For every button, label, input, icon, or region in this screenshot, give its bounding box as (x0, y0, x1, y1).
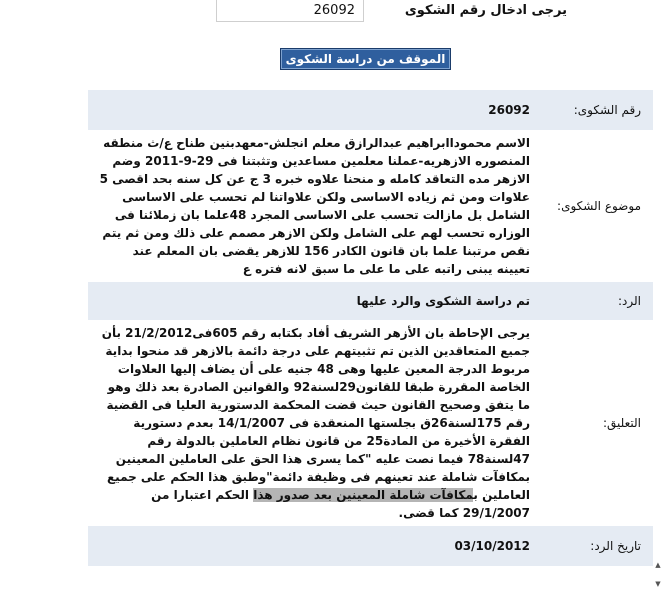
complaint-number-row-label: رقم الشكوى: (540, 90, 653, 130)
comment-label: التعليق: (540, 320, 653, 526)
complaint-number-value: 26092 (88, 90, 540, 130)
reply-date-label: تاريخ الرد: (540, 526, 653, 566)
reply-label: الرد: (540, 282, 653, 320)
comment-text-main: يرجى الإحاطة بان الأزهر الشريف أفاد بكتابه رقم 605فى21/2/2012 بأن جميع المتعاقدين الذين تم تثبيتهم على درجة دائمة بالازهر قد منحوا بداية مربوط الدرجة المعين عليها وهى 48 جنيه على أن يضاف إليها العلاوات الخاصة المقررة طبقا للقانون29لسنة92 والقوانين الصادرة بعد ذلك وهو ما يتفق وصحيح القانون حيث قضت المحكمة الدستورية العليا فى القضية رقم 175لسنة26ق بجلستها المنعقدة فى 14/1/2007 بعدم دستورية الفقرة الأخيرة من المادة25 من قانون نظام العاملين بالدولة رقم 47لسنة78 فيما نصت عليه "كما يسرى هذا الحق على العاملين المعينين بمكافآت شاملة عند تعينهم فى وظيفة دائمة"وطبق هذا الحكم على جميع العاملين ب (101, 326, 530, 502)
row-reply-date (88, 526, 653, 566)
comment-text (88, 320, 540, 526)
search-bar (0, 0, 663, 28)
reply-date-value: 03/10/2012 (88, 526, 540, 566)
row-reply (88, 282, 653, 320)
reply-value: تم دراسة الشكوى والرد عليها (88, 282, 540, 320)
complaint-number-input[interactable] (216, 0, 364, 22)
complaint-subject-text: الاسم محموداابراهيم عبدالرازق معلم انجلش-معهدبنين طناح ع/ث منطقه المنصوره الازهريه-عملنا معلمين مساعدين وتثبتنا فى 29-9-2011 وضم الازهر مده التعاقد كامله و منحنا علاوه خبره 3 ج عن كل سنه بحد اقصى 5 علاوات ومن ثم زياده الاساسى ولكن علاواتنا لم تحسب على الاساسى الشامل بل مازالت تحسب على الاساسى المجرد 48علما بان زملائنا فى الوزاره تحسب لهم على الشامل ولكن الازهر مصمم على ذلك ومن ثم يتم نقص مرتبنا علما بان قانون الكادر 156 للازهر يقضى بان المعلم عند تعيينه يبنى راتبه على ما على ما سبق لانه فتره ع (88, 130, 540, 282)
complaint-status-button[interactable]: الموقف من دراسة الشكوى (281, 49, 450, 69)
comment-selected-text: مكافآت شاملة المعينين بعد صدور هذا (253, 488, 474, 502)
scroll-up-icon[interactable]: ▲ (655, 561, 661, 569)
row-complaint-subject (88, 130, 653, 282)
complaint-number-label: يرجى ادخال رقم الشكوى (404, 3, 567, 18)
comment-text-end: الحكم اعتبارا من 29/1/2007 كما قضى. (151, 488, 530, 520)
row-comment (88, 320, 653, 526)
row-complaint-number (88, 90, 653, 130)
complaint-details-table (88, 90, 653, 566)
scroll-down-icon[interactable]: ▼ (655, 580, 661, 588)
complaint-subject-label: موضوع الشكوى: (540, 130, 653, 282)
